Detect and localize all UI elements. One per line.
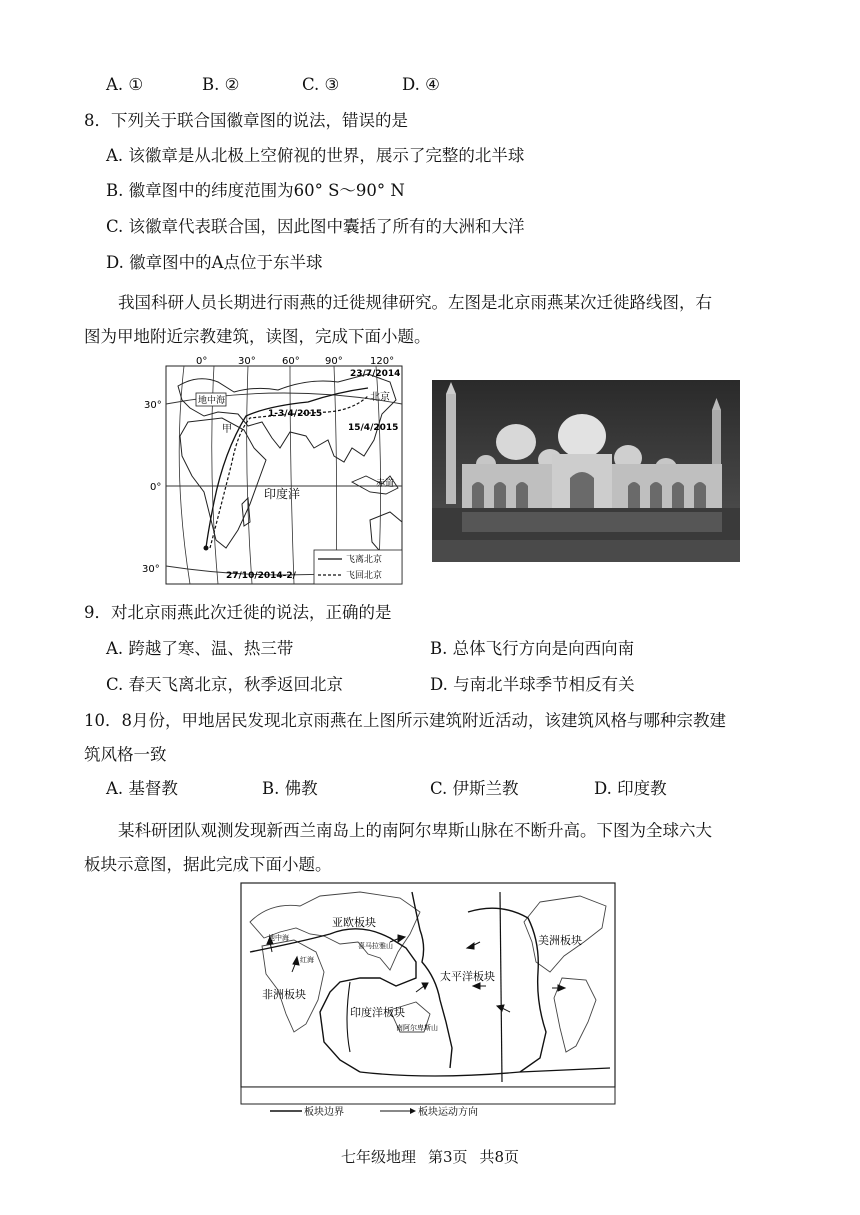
q7-option-a: A. ① — [106, 75, 144, 94]
legend-boundary: 板块边界 — [304, 1107, 344, 1118]
q9-option-d: D. 与南北半球季节相反有关 — [430, 675, 635, 694]
passage1-line1: 我国科研人员长期进行雨燕的迁徙规律研究。左图是北京雨燕某次迁徙路线图，右 — [118, 293, 712, 312]
footer-total: 共8页 — [479, 1148, 520, 1166]
label-beijing: 北京 — [370, 392, 390, 403]
label-south-alps: 南阿尔卑斯山 — [396, 1024, 438, 1032]
lon-label-60: 60° — [282, 356, 300, 367]
lon-label-0: 0° — [196, 356, 208, 367]
dome-1 — [496, 424, 536, 460]
label-date1: 23/7/2014 — [350, 369, 401, 379]
label-indian-ocean: 印度洋 — [264, 487, 301, 501]
q7-options — [106, 74, 440, 96]
lat-label-0: 0° — [150, 482, 162, 493]
q10-options — [106, 778, 667, 800]
q10-option-d: D. 印度教 — [594, 779, 667, 798]
label-equator: 赤道 — [376, 479, 395, 489]
label-date3: 15/4/2015 — [348, 423, 399, 433]
label-red-sea: 红海 — [300, 956, 314, 964]
page-footer — [0, 1146, 860, 1167]
label-african-plate: 非洲板块 — [262, 988, 306, 1001]
q10-stem-line2: 筑风格一致 — [84, 745, 167, 764]
q7-option-b: B. ② — [202, 75, 240, 94]
label-indian-plate: 印度洋板块 — [350, 1006, 405, 1019]
africa-outline — [180, 418, 266, 548]
q9-stem: 9．对北京雨燕此次迁徙的说法，正确的是 — [84, 603, 392, 622]
legend-fly-back: 飞回北京 — [346, 571, 383, 581]
australia-outline — [370, 512, 402, 556]
q10-stem-line1: 10．8月份，甲地居民发现北京雨燕在上图所示建筑附近活动，该建筑风格与哪种宗教建 — [84, 711, 726, 730]
q8-option-b: B. 徽章图中的纬度范围为60° S～90° N — [106, 181, 405, 200]
label-eurasian-plate: 亚欧板块 — [332, 916, 376, 929]
label-american-plate: 美洲板块 — [538, 934, 582, 947]
legend-fly-out: 飞离北京 — [346, 555, 383, 565]
q8-option-c: C. 该徽章代表联合国，因此图中囊括了所有的大洲和大洋 — [106, 217, 525, 236]
passage1-line2: 图为甲地附近宗教建筑，读图，完成下面小题。 — [84, 327, 431, 346]
q7-option-c: C. ③ — [302, 75, 340, 94]
lon-line-0 — [179, 366, 190, 584]
dome-main — [558, 414, 606, 458]
label-mediterranean-small: 地中海 — [268, 934, 289, 942]
q8-option-a: A. 该徽章是从北极上空俯视的世界，展示了完整的北半球 — [106, 146, 525, 165]
tectonic-plates-map — [240, 882, 616, 1118]
q8-stem: 8．下列关于联合国徽章图的说法，错误的是 — [84, 111, 408, 130]
lon-label-90: 90° — [325, 356, 343, 367]
minaret-left — [446, 394, 456, 504]
q8-option-d: D. 徽章图中的A点位于东半球 — [106, 253, 323, 272]
q10-option-c: C. 伊斯兰教 — [430, 779, 519, 798]
passage2-line2: 板块示意图，据此完成下面小题。 — [84, 855, 332, 874]
footer-grade: 七年级地理 — [340, 1148, 416, 1166]
lat-label-30s: 30° — [142, 564, 160, 575]
label-date2: 1-3/4/2015 — [268, 409, 323, 419]
label-pacific-plate: 太平洋板块 — [440, 970, 495, 983]
q9-option-c: C. 春天飞离北京，秋季返回北京 — [106, 675, 344, 694]
q10-option-a: A. 基督教 — [106, 779, 178, 798]
q9-option-b: B. 总体飞行方向是向西向南 — [430, 639, 635, 658]
swift-migration-map — [138, 352, 408, 588]
q10-option-b: B. 佛教 — [262, 779, 318, 798]
label-himalaya: 喜马拉雅山 — [358, 942, 393, 950]
lat-label-30n: 30° — [144, 400, 162, 411]
legend-motion: 板块运动方向 — [418, 1107, 478, 1118]
lon-label-30: 30° — [238, 356, 256, 367]
q7-option-d: D. ④ — [402, 75, 440, 94]
lon-label-120: 120° — [370, 356, 395, 367]
label-jia: 甲 — [222, 424, 232, 435]
passage2-line1: 某科研团队观测发现新西兰南岛上的南阿尔卑斯山脉在不断升高。下图为全球六大 — [118, 821, 712, 840]
q9-option-a: A. 跨越了寒、温、热三带 — [106, 639, 294, 658]
footer-page: 第3页 — [427, 1148, 468, 1166]
label-mediterranean: 地中海 — [198, 396, 226, 406]
label-date4: 27/10/2014-2/ — [226, 571, 296, 581]
mosque-photo — [432, 380, 740, 562]
